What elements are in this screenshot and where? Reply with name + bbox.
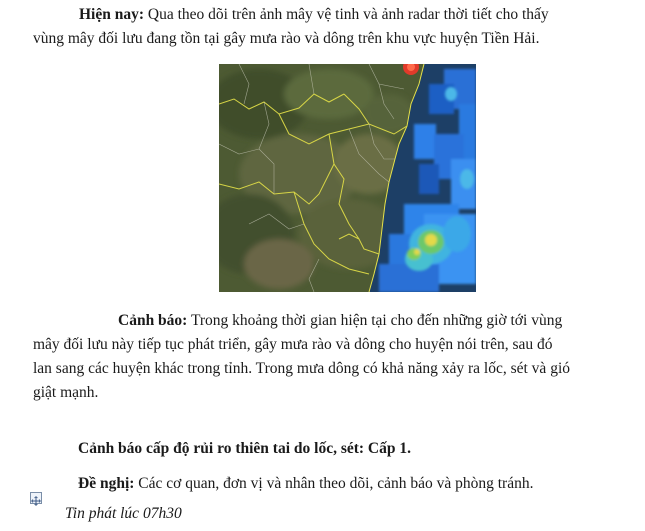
current-status-text-1: Qua theo dõi trên ảnh mây vệ tinh và ảnh radar thời tiết cho thấy bbox=[147, 6, 549, 23]
recommendation-paragraph bbox=[78, 472, 618, 496]
warning-text-4: giật mạnh. bbox=[33, 384, 99, 401]
warning-label: Cảnh báo: bbox=[118, 312, 188, 329]
recommendation-label: Đề nghị: bbox=[78, 475, 135, 492]
risk-level-line: Cảnh báo cấp độ rủi ro thiên tai do lốc, sét: Cấp 1. bbox=[78, 440, 411, 457]
publish-time: Tin phát lúc 07h30 bbox=[65, 505, 182, 522]
current-status-paragraph bbox=[33, 3, 623, 51]
current-status-text-2: vùng mây đối lưu đang tồn tại gây mưa rào và dông trên khu vực huyện Tiền Hải. bbox=[33, 30, 540, 47]
radar-satellite-image bbox=[219, 64, 476, 292]
warning-text-1: Trong khoảng thời gian hiện tại cho đến những giờ tới vùng bbox=[190, 312, 563, 329]
warning-text-3: lan sang các huyện khác trong tỉnh. Trong mưa dông có khả năng xảy ra lốc, sét và gió bbox=[33, 360, 570, 377]
warning-text-2: mây đối lưu này tiếp tục phát triển, gây mưa rào và dông cho huyện nói trên, sau đó bbox=[33, 336, 553, 353]
table-move-handle-icon[interactable] bbox=[30, 492, 42, 504]
current-status-label: Hiện nay: bbox=[79, 6, 145, 23]
warning-paragraph bbox=[33, 309, 623, 405]
recommendation-text: Các cơ quan, đơn vị và nhân theo dõi, cảnh báo và phòng tránh. bbox=[138, 475, 534, 492]
